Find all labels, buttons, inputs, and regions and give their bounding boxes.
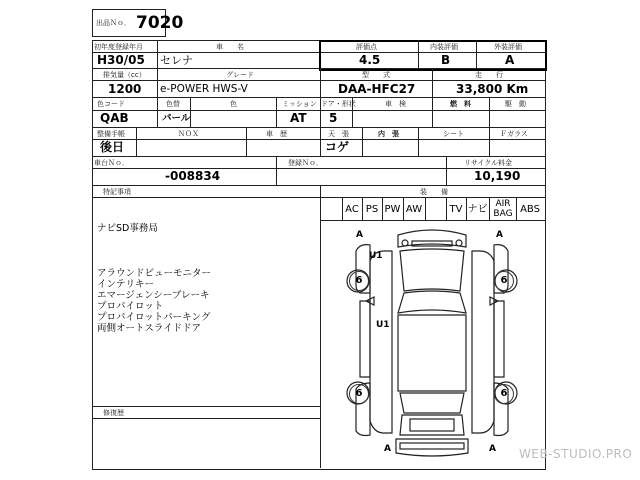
ceiling-condition: コゲ	[325, 140, 350, 154]
notes-item: アラウンドビューモニター	[97, 268, 212, 279]
color-code: QAB	[100, 111, 129, 125]
damage-mark-roof: U1	[376, 320, 390, 330]
score-label: 評価点	[356, 43, 377, 51]
notes-item: プロパイロットパーキング	[97, 312, 211, 323]
damage-mark-hood: U1	[369, 251, 383, 261]
notes-item: ナビSD事務局	[97, 223, 158, 234]
transmission: AT	[290, 111, 307, 125]
model-type-label: 型 式	[362, 71, 390, 79]
car-model: セレナ	[160, 54, 193, 67]
nox-label: ＮＯＸ	[178, 130, 199, 138]
tire-mark-front-right: 6	[494, 271, 514, 291]
interior-grade: B	[441, 53, 451, 67]
lot-number: 7020	[136, 13, 184, 33]
model-type-code: DAA-HFC27	[338, 82, 416, 96]
equipment-navi: ナビ	[467, 204, 488, 215]
notes-item: プロパイロット	[97, 301, 164, 312]
tire-mark-front-left: 6	[349, 271, 369, 291]
lot-number-label: 出品Ｎｏ．	[96, 19, 131, 27]
color-shade-label: 色替	[166, 100, 180, 108]
transmission-label: ミッション	[282, 100, 317, 108]
interior-trim-label: 内 張	[378, 130, 399, 138]
tire-mark-rear-right: 6	[494, 384, 514, 404]
damage-mark-front-left: A	[356, 230, 363, 240]
equipment-ac: AC	[345, 204, 359, 215]
recycle-fee: 10,190	[474, 169, 521, 183]
car-damage-diagram	[320, 221, 544, 467]
equipment-airbag: AIR BAG	[493, 199, 513, 219]
service-manual-label: 整備手帳	[97, 130, 125, 138]
grade-label: グレード	[226, 71, 254, 79]
mileage: 33,800 Km	[456, 82, 529, 96]
exterior-grade-label: 外装評価	[494, 43, 522, 51]
color-code-label: 色コード	[97, 100, 125, 108]
recycle-fee-label: リサイクル料金	[464, 159, 513, 167]
doors-label: ドア・形状	[321, 100, 356, 108]
front-glass-label: Ｆガラス	[500, 130, 528, 138]
first-registration-year: H30/05	[97, 53, 145, 67]
equipment-pw: PW	[384, 204, 401, 215]
watermark: WEB-STUDIO.PRO	[519, 447, 633, 461]
equipment-title: 装 備	[420, 188, 448, 196]
model-label: 車 名	[216, 43, 244, 51]
car-history-label: 車 歴	[266, 130, 287, 138]
ceiling-label: 天 張	[328, 130, 349, 138]
equipment-tv: TV	[449, 204, 463, 215]
year-label: 初年度登録年月	[94, 43, 143, 51]
damage-mark-rear-right: A	[489, 444, 496, 454]
fuel-label: 燃 料	[450, 100, 471, 108]
vehicle-grade: e-POWER HWS-V	[160, 83, 248, 95]
seat-label: シート	[443, 130, 464, 138]
equipment-abs: ABS	[520, 204, 540, 215]
notes-title: 特記事項	[103, 188, 131, 196]
equipment-aw: AW	[405, 204, 423, 215]
engine-cc: 1200	[108, 82, 142, 96]
inspection-label: 車 検	[385, 100, 406, 108]
notes-item: インテリキー	[97, 279, 155, 290]
auction-score: 4.5	[359, 53, 381, 67]
damage-mark-rear-left: A	[384, 444, 391, 454]
interior-grade-label: 内装評価	[430, 43, 458, 51]
doors: 5	[329, 111, 338, 125]
color-shade: パール	[162, 113, 191, 124]
repair-history-label: 修復歴	[103, 409, 124, 417]
registration-number-label: 登録Ｎｏ．	[288, 159, 323, 167]
service-manual: 後日	[100, 140, 125, 154]
equipment-ps: PS	[365, 204, 379, 215]
tire-mark-rear-left: 6	[349, 384, 369, 404]
notes-item: 両側オートスライドドア	[97, 323, 201, 334]
color-label: 色	[230, 100, 237, 108]
notes-item: エマージェンシーブレーキ	[97, 290, 210, 301]
chassis-number-label: 車台Ｎｏ．	[94, 159, 129, 167]
lot-number-box	[92, 9, 184, 37]
exterior-grade: A	[505, 53, 515, 67]
damage-mark-front-right: A	[496, 230, 503, 240]
chassis-number: -008834	[165, 169, 221, 183]
mileage-label: 走 行	[475, 71, 503, 79]
drive-label: 駆 動	[505, 100, 526, 108]
engine-cc-label: 排気量（cc）	[103, 71, 146, 79]
